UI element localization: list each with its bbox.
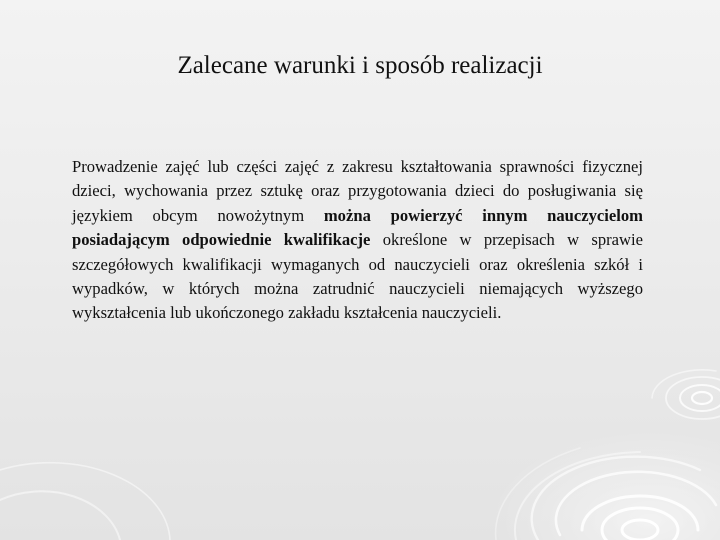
body-paragraph: [72, 155, 643, 326]
body-text-emphasis: można powierzyć innym nauczycielom posiadającym odpowiednie kwalifikacje: [72, 205, 644, 250]
body-text-rest: określone w przepisach w sprawie szczegółowych kwalifikacji wymaganych od nauczycieli oraz określenia szkół i wypadków, w których można zatrudnić nauczycieli niemających wyższego wykształcenia lub ukończonego zakładu kształcenia nauczycieli.: [72, 230, 643, 323]
slide-title: Zalecane warunki i sposób realizacji: [177, 52, 543, 79]
body-text-intro: Prowadzenie zajęć lub części zajęć z zakresu kształtowania sprawności fizycznej dzieci, wychowania przez sztukę oraz przygotowania dzieci do posługiwania się językiem obcym nowożytnym: [72, 157, 643, 225]
